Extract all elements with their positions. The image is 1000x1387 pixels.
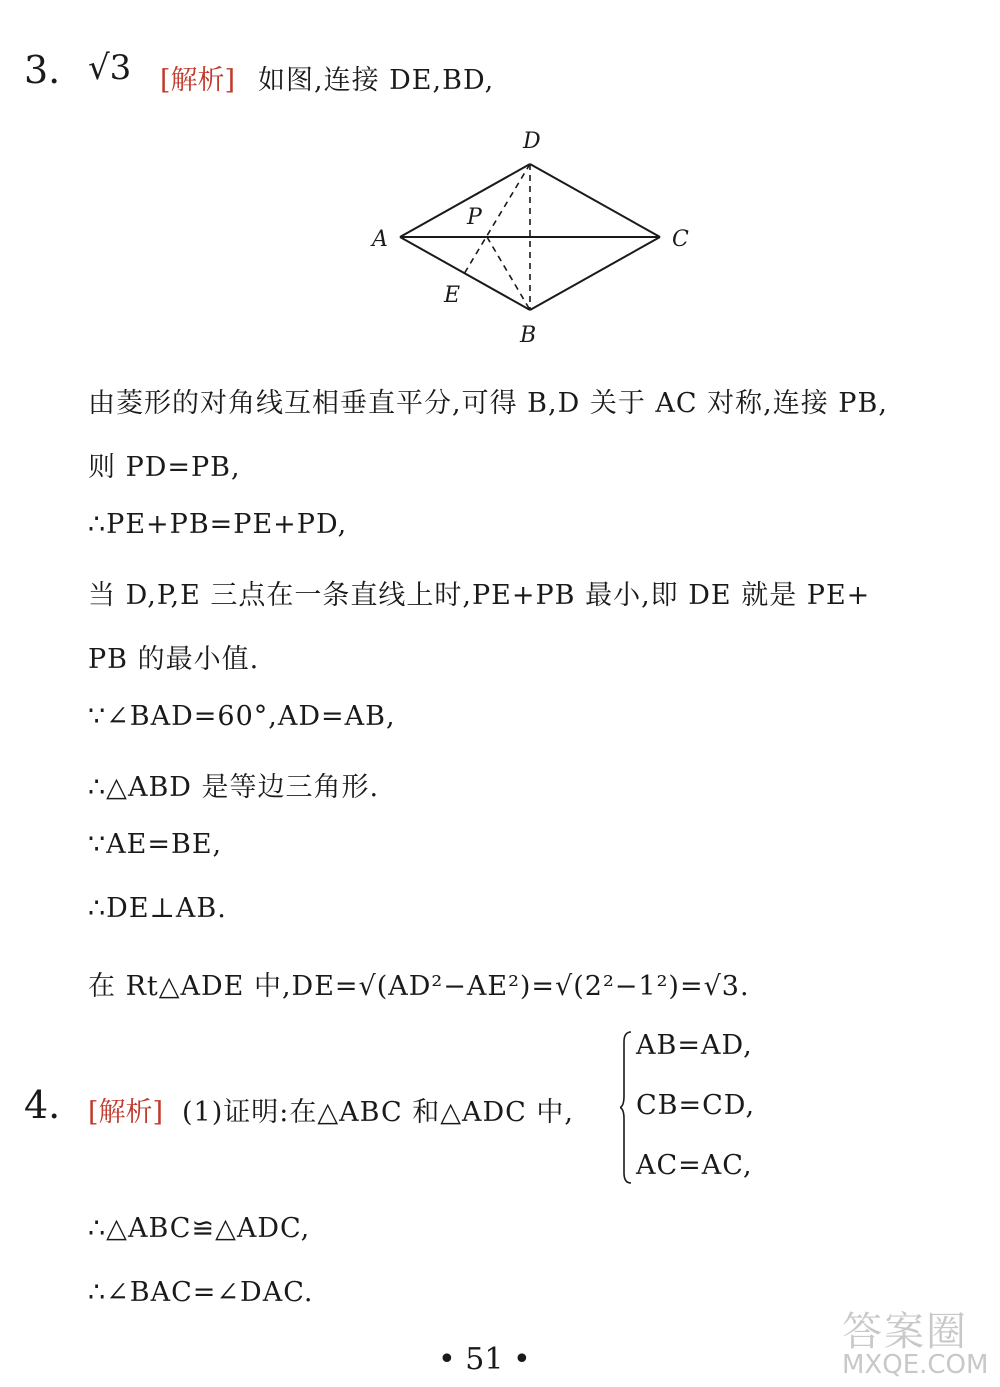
q3-line-9: ∴DE⊥AB. [88,893,227,924]
q4-system-row-1: AB=AD, [636,1030,753,1061]
q3-intro: 如图,连接 DE,BD, [258,65,495,96]
label-b: B [520,323,537,348]
q4-system-row-2: CB=CD, [636,1090,756,1121]
q3-line-7: ∴△ABD 是等边三角形. [88,772,380,803]
q3-line-10: 在 Rt△ADE 中,DE=√(AD²−AE²)=√(2²−1²)=√3. [88,971,750,1002]
q4-system-row-3: AC=AC, [636,1150,753,1181]
q3-line-6: ∵∠BAD=60°,AD=AB, [88,701,396,732]
segment-dc [530,164,660,237]
q3-line-1: 由菱形的对角线互相垂直平分,可得 B,D 关于 AC 对称,连接 PB, [88,388,888,419]
label-c: C [672,227,689,252]
label-e: E [444,283,461,308]
label-p: P [467,205,482,230]
label-d: D [523,129,541,154]
q3-line-2: 则 PD=PB, [88,452,241,483]
q4-intro: (1)证明:在△ABC 和△ADC 中, [182,1097,574,1128]
q3-number: 3. [24,48,61,92]
q3-analysis-tag: [解析] [160,65,236,96]
q3-answer: √3 [88,48,132,88]
watermark-url: MXQE.COM [842,1350,989,1380]
q4-line-2: ∴∠BAC=∠DAC. [88,1277,314,1308]
q3-line-8: ∵AE=BE, [88,829,223,860]
label-a: A [372,227,388,252]
segment-cb [530,237,660,310]
q4-line-1: ∴△ABC≌△ADC, [88,1213,311,1244]
q3-line-4: 当 D,P,E 三点在一条直线上时,PE+PB 最小,即 DE 就是 PE+ [88,580,871,611]
segment-ba [400,237,530,310]
page-number: • 51 • [438,1342,531,1377]
q4-number: 4. [24,1083,61,1127]
q3-line-3: ∴PE+PB=PE+PD, [88,509,348,540]
system-brace [620,1030,632,1185]
q3-line-5: PB 的最小值. [88,644,260,675]
q4-analysis-tag: [解析] [88,1097,164,1128]
watermark-logo: 答案圈 [842,1309,968,1355]
segment-ad [400,164,530,237]
rhombus-diagram [360,120,720,350]
